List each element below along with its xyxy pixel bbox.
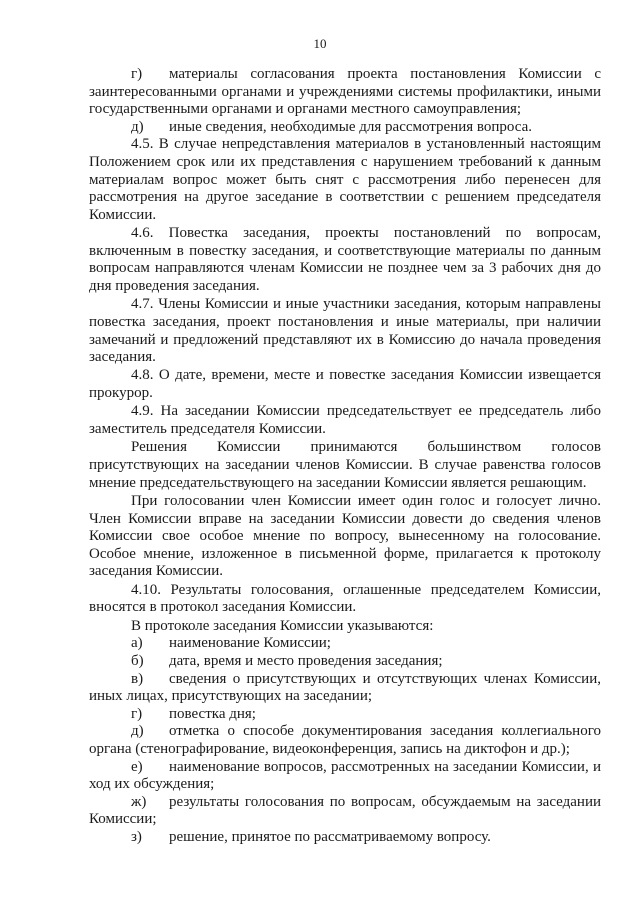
list-item-text: дата, время и место проведения заседания; — [169, 652, 443, 669]
list-marker: ж) — [131, 793, 147, 810]
paragraph: 4.9. На заседании Комиссии председательствует ее председатель либо заместитель председателя Комиссии. — [89, 403, 601, 438]
list-item — [89, 759, 601, 794]
list-item — [89, 119, 601, 137]
list-marker: в) — [131, 670, 144, 687]
paragraph: 4.7. Члены Комиссии и иные участники заседания, которым направлены повестка заседания, проект постановления и иные материалы, при наличии замечаний и предложений представляют их в Комиссию до начала проведения заседания. — [89, 296, 601, 366]
list-item — [89, 723, 601, 758]
list-item-text: сведения о присутствующих и отсутствующих членах Комиссии, иных лицах, присутствующих на заседании; — [89, 670, 601, 705]
list-item-text: наименование Комиссии; — [169, 635, 331, 652]
list-marker: д) — [131, 118, 144, 135]
list-marker: г) — [131, 66, 143, 82]
list-item — [89, 706, 601, 724]
list-marker: а) — [131, 635, 143, 652]
paragraph: В протоколе заседания Комиссии указываются: — [131, 617, 434, 634]
paragraph: 4.6. Повестка заседания, проекты постановлений по вопросам, включенным в повестку заседания, и соответствующие материалы по данным вопросам направляются членам Комиссии не позднее чем за 3 рабочих дня до дня проведения заседания. — [89, 225, 601, 294]
list-item — [89, 66, 601, 119]
list-marker: д) — [131, 723, 144, 740]
list-item — [89, 653, 601, 671]
list-item-text: отметка о способе документирования заседания коллегиального органа (стенографирование, видеоконференция, запись на диктофон и др.); — [89, 723, 601, 757]
paragraph: 4.8. О дате, времени, месте и повестке заседания Комиссии извещается прокурор. — [89, 367, 601, 402]
paragraph: Решения Комиссии принимаются большинством голосов присутствующих на заседании членов Комиссии. В случае равенства голосов мнение председательствующего на заседании Комиссии является решающим. — [89, 439, 601, 491]
list-item — [89, 635, 601, 653]
list-item-text: материалы согласования проекта постановления Комиссии с заинтересованными органами и учреждениями системы профилактики, иными государственными органами и органами местного самоуправления; — [89, 66, 601, 118]
list-item-text: наименование вопросов, рассмотренных на заседании Комиссии, и ход их обсуждения; — [89, 758, 601, 793]
paragraph: При голосовании член Комиссии имеет один голос и голосует лично. Член Комиссии вправе на заседании Комиссии довести до сведения членов Комиссии свое особое мнение по вопросу, вынесенному на голосование. Особое мнение, изложенное в письменной форме, прилагается к протоколу заседания Комиссии. — [89, 493, 601, 580]
list-item-text: решение, принятое по рассматриваемому вопросу. — [169, 828, 491, 845]
list-item — [89, 794, 601, 829]
list-item-text: повестка дня; — [169, 705, 256, 722]
list-marker: г) — [131, 705, 143, 722]
list-item — [89, 829, 601, 847]
list-item-text: результаты голосования по вопросам, обсуждаемым на заседании Комиссии; — [89, 793, 601, 828]
list-marker: з) — [131, 828, 142, 845]
list-item-text: иные сведения, необходимые для рассмотрения вопроса. — [169, 118, 533, 135]
page-number: 10 — [313, 36, 327, 51]
paragraph: 4.5. В случае непредставления материалов в установленный настоящим Положением срок или их представления с нарушением требований к данным материалам вопрос может быть снят с рассмотрения либо перенесен для рассмотрения на другое заседание в соответствии с решением председателя Комиссии. — [89, 136, 601, 223]
list-marker: б) — [131, 652, 144, 669]
document-body — [89, 66, 601, 847]
list-item — [89, 671, 601, 706]
list-marker: е) — [131, 758, 143, 775]
paragraph: 4.10. Результаты голосования, оглашенные председателем Комиссии, вносятся в протокол заседания Комиссии. — [89, 581, 601, 616]
